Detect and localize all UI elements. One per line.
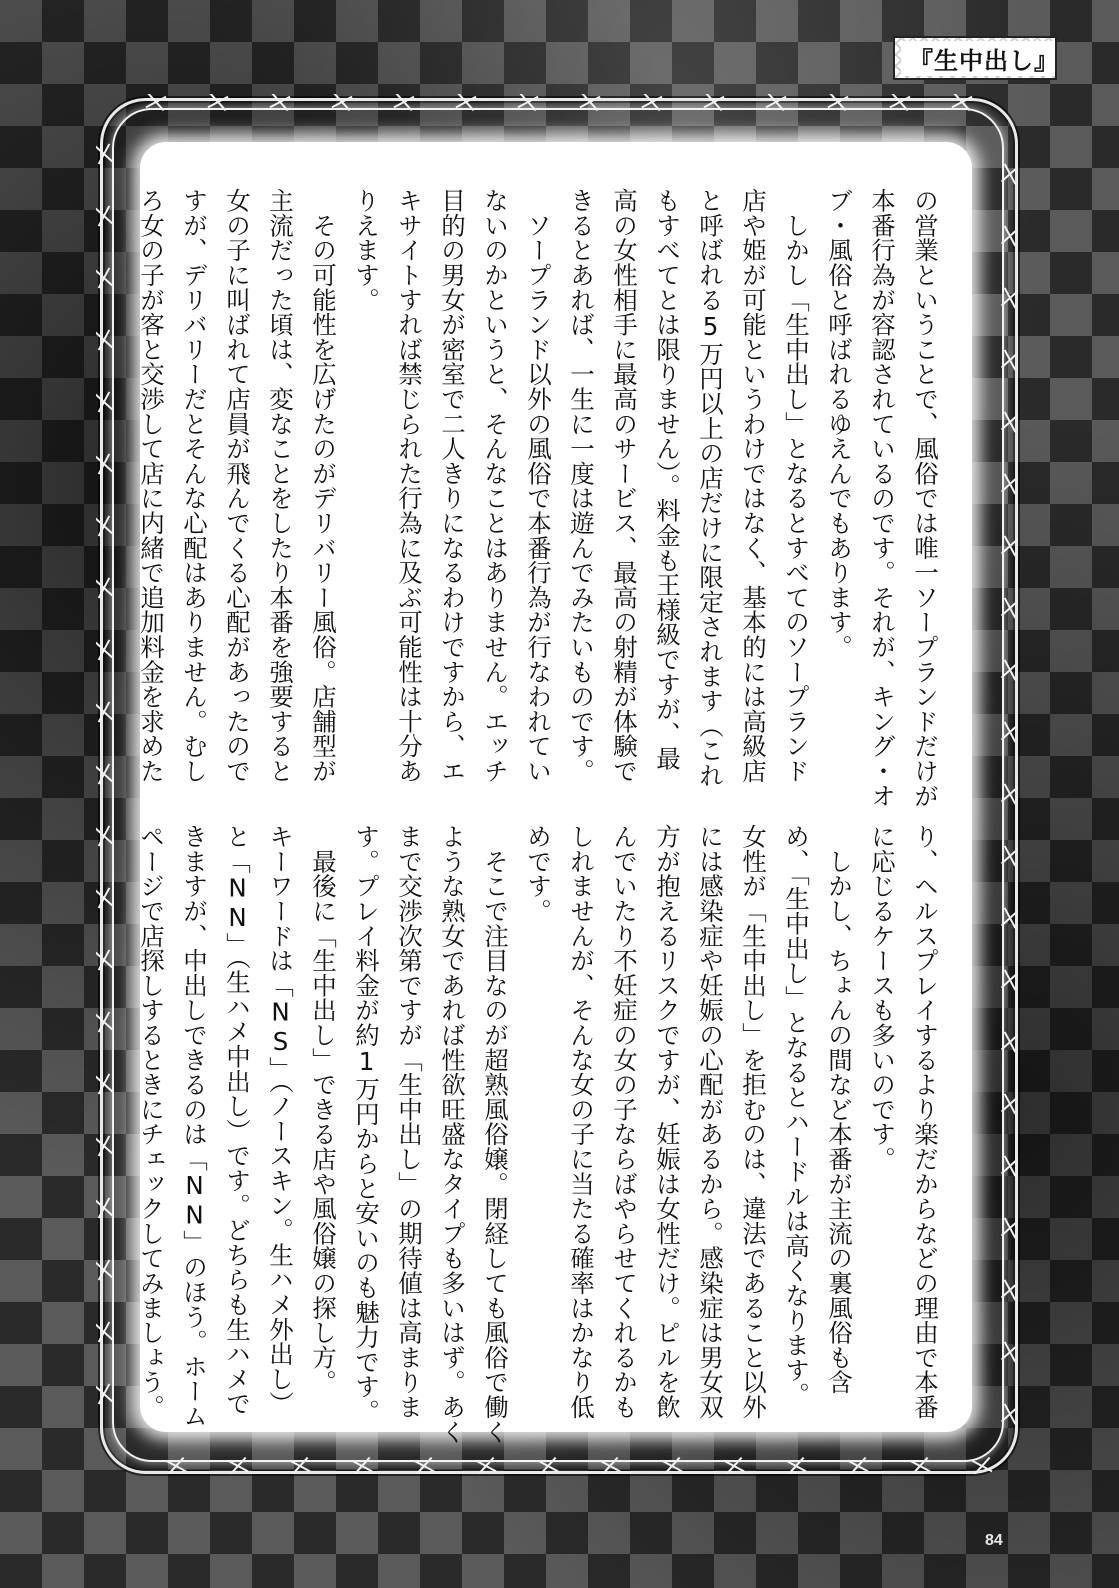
text-column: しれませんが、そんな女の子に当たる確率はかなり低 <box>567 824 596 1420</box>
section-title: 『生中出し』 <box>901 41 1055 76</box>
text-column: その可能性を広げたのがデリバリー風俗。店舗型が <box>309 188 338 784</box>
text-column: 本番行為が容認されているのです。それが、キング・オ <box>868 188 897 808</box>
text-column: そこで注目なのが超熟風俗嬢。閉経しても風俗で働く <box>481 824 510 1444</box>
text-column: の営業ということで、風俗では唯一ソープランドだけが <box>911 188 940 808</box>
text-column: 店や姫が可能というわけではなく、基本的には高級店 <box>739 188 768 784</box>
text-column: ような熟女であれば性欲旺盛なタイプも多いはず。あく <box>438 824 467 1444</box>
text-column: んでいたり不妊症の女の子ならばやらせてくれるかも <box>610 824 639 1420</box>
page-number: 84 <box>985 1532 1003 1549</box>
text-column: まで交渉次第ですが「生中出し」の期待値は高まりま <box>395 824 424 1420</box>
section-title-tab <box>893 36 1057 80</box>
text-column: ページで店探しするときにチェックしてみましょう。 <box>137 824 166 1420</box>
text-column: ブ・風俗と呼ばれるゆえんでもあります。 <box>825 188 854 660</box>
text-column: りえます。 <box>352 188 381 312</box>
text-column: 主流だった頃は、変なことをしたり本番を強要すると <box>266 188 295 784</box>
text-block-upper <box>130 188 947 808</box>
text-column: キサイトすれば禁じられた行為に及ぶ可能性は十分あ <box>395 188 424 784</box>
text-column: ソープランド以外の風俗で本番行為が行なわれてい <box>524 188 553 784</box>
text-column: きますが、中出しできるのは「NN」のほう。ホーム <box>180 824 209 1429</box>
text-column: め、「生中出し」となるとハードルは高くなります。 <box>782 824 811 1407</box>
text-column: ないのかというと、そんなことはありません。エッチ <box>481 188 510 784</box>
text-column: しかし、ちょんの間など本番が主流の裏風俗も含 <box>825 824 854 1395</box>
text-column: と呼ばれる5万円以上の店だけに限定されます（これ <box>696 188 725 788</box>
text-column: ろ女の子が客と交渉して店に内緒で追加料金を求めた <box>137 188 166 784</box>
text-column: きるとあれば、一生に一度は遊んでみたいものです。 <box>567 188 596 784</box>
text-column: 女の子に叫ばれて店員が飛んでくる心配があったので <box>223 188 252 784</box>
text-column: キーワードは「NS」（ノースキン。生ハメ外出し） <box>266 824 295 1416</box>
text-column: には感染症や妊娠の心配があるから。感染症は男女双 <box>696 824 725 1420</box>
text-block-lower <box>130 824 947 1444</box>
text-column: 高の女性相手に最高のサービス、最高の射精が体験で <box>610 188 639 784</box>
text-column: に応じるケースも多いのです。 <box>868 824 897 1172</box>
text-column: もすべてとは限りません）。料金も王様級ですが、最 <box>653 188 682 771</box>
text-column: 女性が「生中出し」を拒むのは、違法であること以外 <box>739 824 768 1420</box>
text-column: す。プレイ料金が約1万円からと安いのも魅力です。 <box>352 824 381 1424</box>
text-column: 方が抱えるリスクですが、妊娠は女性だけ。ピルを飲 <box>653 824 682 1420</box>
text-column: めです。 <box>524 824 553 924</box>
text-column: 目的の男女が密室で二人きりになるわけですから、エ <box>438 188 467 784</box>
text-column: しかし「生中出し」となるとすべてのソープランド <box>782 188 811 784</box>
text-column: り、ヘルスプレイするより楽だからなどの理由で本番 <box>911 824 940 1420</box>
text-column: と「NN」（生ハメ中出し）です。どちらも生ハメで <box>223 824 252 1416</box>
text-column: すが、デリバリーだとそんな心配はありません。むし <box>180 188 209 784</box>
text-column: 最後に「生中出し」できる店や風俗嬢の探し方。 <box>309 824 338 1395</box>
